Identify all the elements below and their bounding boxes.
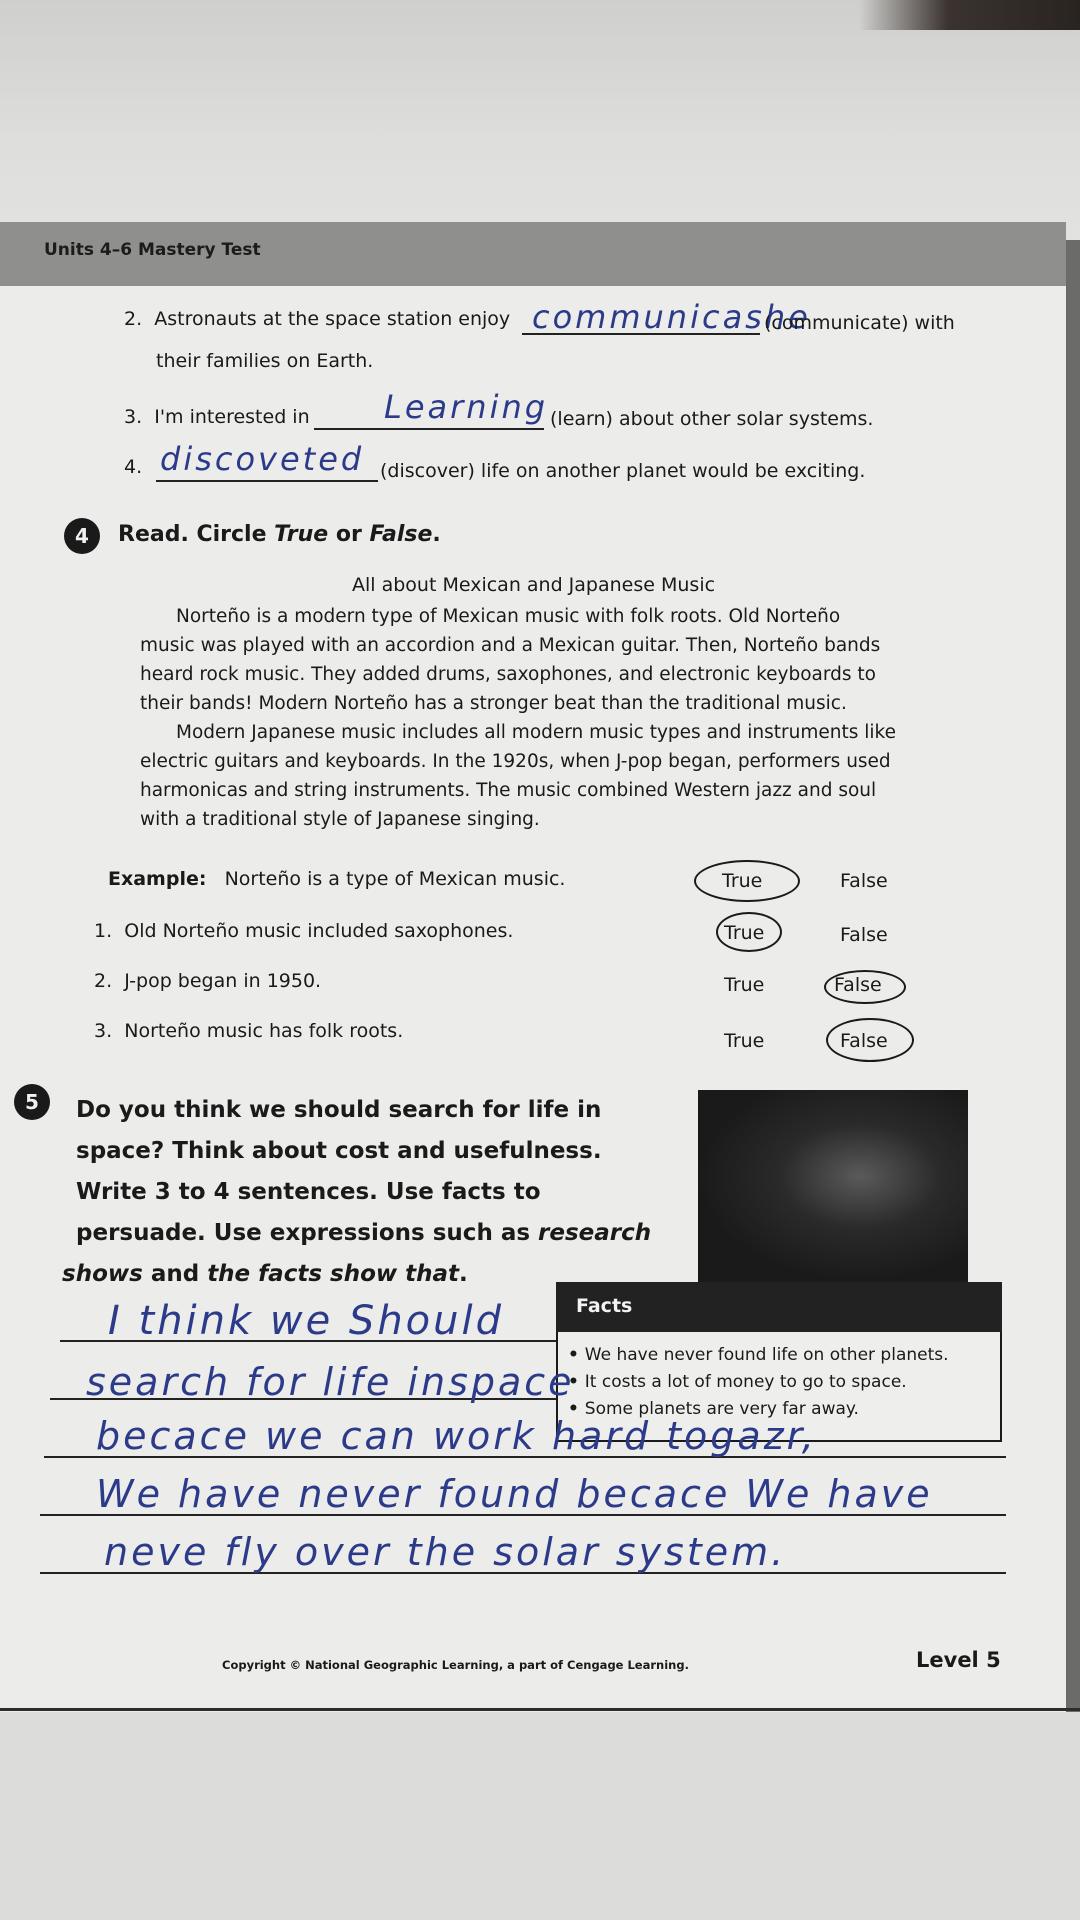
tf-question-2: 2. J-pop began in 1950. (94, 970, 322, 992)
passage-line: their bands! Modern Norteño has a stronger beat than the traditional music. (140, 693, 847, 714)
fact-item: • Some planets are very far away. (568, 1396, 949, 1423)
q3-true[interactable]: True (724, 1030, 765, 1052)
answer-line-3 (314, 428, 544, 430)
facts-list (568, 1342, 949, 1423)
passage-line: with a traditional style of Japanese singing. (140, 809, 540, 830)
example-true[interactable]: True (722, 870, 763, 892)
handwritten-line-3: becace we can work hard togazr, (96, 1414, 817, 1458)
passage-line: Norteño is a modern type of Mexican music with folk roots. Old Norteño (176, 606, 841, 627)
handwritten-answer-4: discoveted (160, 440, 365, 478)
background-paper (0, 0, 1080, 240)
q1-true[interactable]: True (724, 922, 765, 944)
tf-question-3: 3. Norteño music has folk roots. (94, 1020, 404, 1042)
answer-circle (824, 970, 906, 1004)
space-photo (698, 1090, 968, 1282)
q2-true[interactable]: True (724, 974, 765, 996)
page-header-title: Units 4–6 Mastery Test (44, 240, 261, 260)
example-false[interactable]: False (840, 870, 888, 892)
prompt-line: space? Think about cost and usefulness. (76, 1138, 602, 1164)
tf-question-1: 1. Old Norteño music included saxophones. (94, 920, 514, 942)
fact-item: • It costs a lot of money to go to space. (568, 1369, 949, 1396)
answer-line-4 (156, 480, 378, 482)
question-3: 3. I'm interested in (124, 406, 310, 428)
question-4-hint: (discover) life on another planet would be exciting. (380, 460, 866, 482)
prompt-line: persuade. Use expressions such as research (76, 1220, 652, 1246)
q3-false[interactable]: False (840, 1030, 888, 1052)
handwritten-answer-3: Learning (384, 388, 549, 426)
answer-circle (694, 860, 800, 902)
facts-header (556, 1282, 1002, 1332)
answer-circle (716, 912, 782, 952)
prompt-line: Do you think we should search for life in (76, 1097, 602, 1123)
page-edge-shadow (1066, 240, 1080, 1730)
passage-line: harmonicas and string instruments. The music combined Western jazz and soul (140, 780, 877, 801)
passage-text (140, 602, 896, 834)
background-table-edge (860, 0, 1080, 30)
page-bottom-edge (0, 1708, 1080, 1711)
question-2-hint: (communicate) with (764, 312, 955, 334)
q2-false[interactable]: False (834, 974, 882, 996)
level-label: Level 5 (916, 1648, 1001, 1672)
example-row: Example: Norteño is a type of Mexican music. (108, 868, 566, 890)
prompt-line: shows and the facts show that. (62, 1261, 468, 1287)
section-4-badge: 4 (64, 518, 100, 554)
handwritten-line-1: I think we Should (108, 1298, 504, 1344)
facts-title: Facts (576, 1295, 633, 1317)
question-3-hint: (learn) about other solar systems. (550, 408, 874, 430)
question-2-continued: their families on Earth. (156, 350, 374, 372)
prompt-line: Write 3 to 4 sentences. Use facts to (76, 1179, 541, 1205)
section-4-title: Read. Circle True or False. (118, 522, 441, 547)
question-2: 2. Astronauts at the space station enjoy (124, 308, 511, 330)
passage-line: Modern Japanese music includes all modern music types and instruments like (176, 722, 896, 743)
passage-line: heard rock music. They added drums, saxophones, and electronic keyboards to (140, 664, 876, 685)
handwritten-answer-2: communicashe (532, 298, 811, 336)
handwritten-line-4: We have never found becace We have (96, 1472, 933, 1516)
copyright-notice: Copyright © National Geographic Learning, a part of Cengage Learning. (222, 1658, 689, 1672)
fact-item: • We have never found life on other planets. (568, 1342, 949, 1369)
passage-line: electric guitars and keyboards. In the 1920s, when J-pop began, performers used (140, 751, 891, 772)
section-5-badge: 5 (14, 1084, 50, 1120)
handwritten-line-5: neve fly over the solar system. (104, 1530, 787, 1574)
handwritten-line-2: search for life inspace (86, 1360, 575, 1404)
background-surface (0, 1712, 1080, 1920)
section-5-prompt (62, 1090, 652, 1295)
q1-false[interactable]: False (840, 924, 888, 946)
answer-circle (826, 1018, 914, 1062)
passage-title: All about Mexican and Japanese Music (352, 574, 716, 596)
question-4-number: 4. (124, 456, 143, 478)
passage-line: music was played with an accordion and a Mexican guitar. Then, Norteño bands (140, 635, 881, 656)
